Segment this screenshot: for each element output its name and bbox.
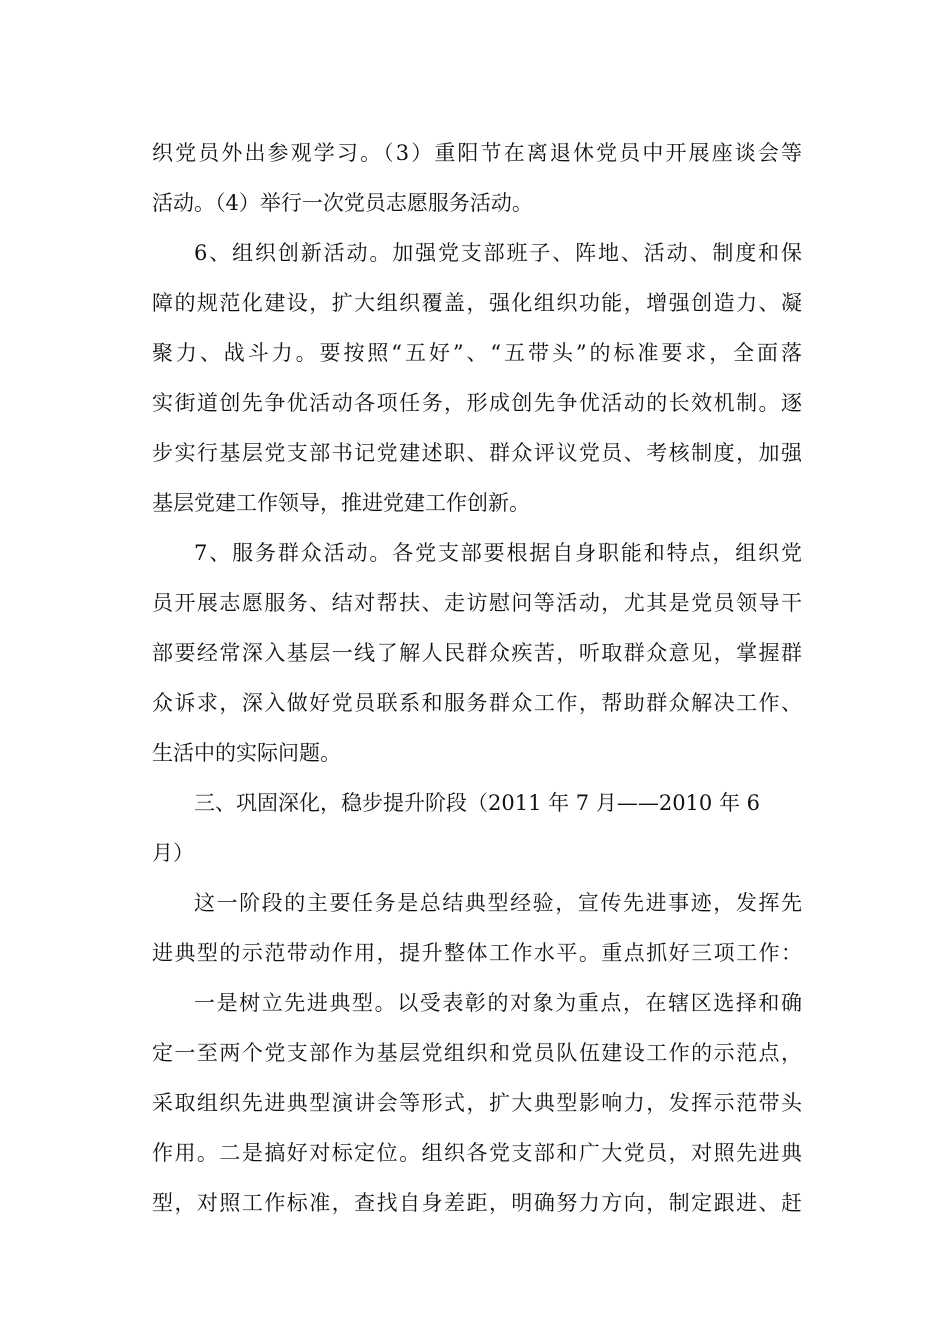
text-line: 作用。二是搞好对标定位。组织各党支部和广大党员，对照先进典 xyxy=(152,1141,802,1165)
body-text xyxy=(152,128,802,1228)
section-heading-3-continued: 月） xyxy=(152,841,194,865)
text-line: 部要经常深入基层一线了解人民群众疾苦，听取群众意见，掌握群 xyxy=(152,641,802,665)
text-line: 这一阶段的主要任务是总结典型经验，宣传先进事迹，发挥先 xyxy=(194,891,802,915)
text-line: 进典型的示范带动作用，提升整体工作水平。重点抓好三项工作： xyxy=(152,941,802,965)
section-heading-3: 三、巩固深化，稳步提升阶段（2011 年 7 月——2010 年 6 xyxy=(194,791,760,815)
text-line: 定一至两个党支部作为基层党组织和党员队伍建设工作的示范点， xyxy=(152,1041,802,1065)
text-line: 员开展志愿服务、结对帮扶、走访慰问等活动，尤其是党员领导干 xyxy=(152,591,802,615)
text-line: 障的规范化建设，扩大组织覆盖，强化组织功能，增强创造力、凝 xyxy=(152,291,802,315)
text-line: 织党员外出参观学习。（3）重阳节在离退休党员中开展座谈会等 xyxy=(152,141,802,165)
text-line: 活动。（4）举行一次党员志愿服务活动。 xyxy=(152,191,533,215)
text-line: 生活中的实际问题。 xyxy=(152,741,341,765)
text-line: 实街道创先争优活动各项任务，形成创先争优活动的长效机制。逐 xyxy=(152,391,802,415)
text-line: 众诉求，深入做好党员联系和服务群众工作，帮助群众解决工作、 xyxy=(152,691,802,715)
text-line: 基层党建工作领导，推进党建工作创新。 xyxy=(152,491,530,515)
text-line: 一是树立先进典型。以受表彰的对象为重点，在辖区选择和确 xyxy=(194,991,802,1015)
paragraph-heading-7: 7、服务群众活动。各党支部要根据自身职能和特点，组织党 xyxy=(194,541,802,565)
paragraph-heading-6: 6、组织创新活动。加强党支部班子、阵地、活动、制度和保 xyxy=(194,241,802,265)
text-line: 采取组织先进典型演讲会等形式，扩大典型影响力，发挥示范带头 xyxy=(152,1091,802,1115)
text-line: 聚力、战斗力。要按照“五好”、“五带头”的标准要求，全面落 xyxy=(152,341,802,365)
text-line: 型，对照工作标准，查找自身差距，明确努力方向，制定跟进、赶 xyxy=(152,1191,802,1215)
text-line: 步实行基层党支部书记党建述职、群众评议党员、考核制度，加强 xyxy=(152,441,802,465)
